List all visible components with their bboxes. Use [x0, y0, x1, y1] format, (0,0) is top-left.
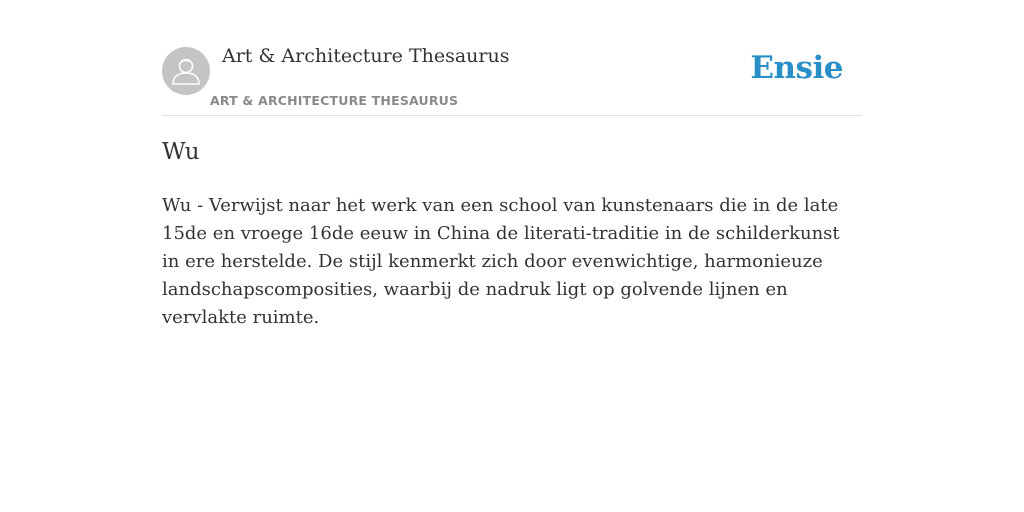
source-header	[162, 40, 862, 116]
entry-definition: Wu - Verwijst naar het werk van een school van kunstenaars die in de late 15de en vroege 16de eeuw in China de literati-traditie in de schilderkunst in ere herstelde. De stijl kenmerkt zich door evenwichtige, harmonieuze landschapscomposities, waarbij de nadruk ligt op golvende lijnen en vervlakte ruimte.	[162, 195, 840, 328]
source-subtitle[interactable]: ART & ARCHITECTURE THESAURUS	[210, 93, 459, 108]
user-silhouette-icon	[162, 47, 210, 95]
ensie-logo[interactable]: Ensie	[750, 50, 843, 86]
avatar[interactable]	[162, 47, 210, 95]
entry-title: Wu	[162, 139, 200, 165]
source-title[interactable]: Art & Architecture Thesaurus	[222, 45, 510, 67]
